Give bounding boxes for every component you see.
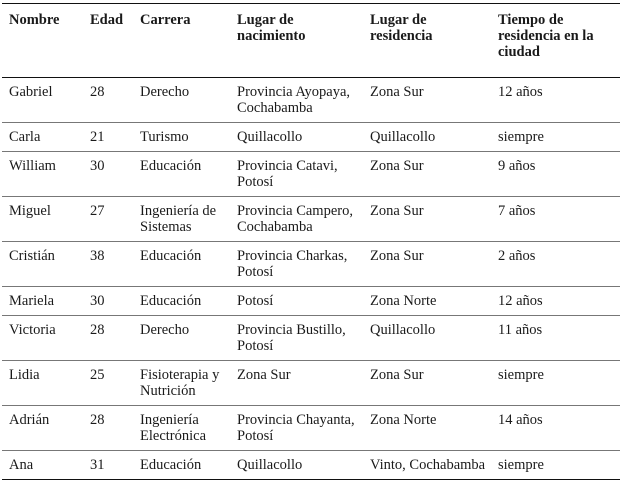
cell-edad: 30 bbox=[90, 158, 105, 174]
cell-tiempo-residencia: 11 años bbox=[498, 322, 543, 338]
table-row bbox=[2, 152, 620, 197]
cell-lugar-residencia: Vinto, Cochabamba bbox=[370, 457, 486, 473]
cell-lugar-nacimiento: Potosí bbox=[237, 293, 274, 309]
cell-lugar-nacimiento: Provincia Charkas, Potosí bbox=[237, 248, 348, 280]
participants-table-container bbox=[2, 3, 620, 480]
cell-tiempo-residencia: 9 años bbox=[498, 158, 536, 174]
cell-carrera: Derecho bbox=[140, 84, 190, 100]
cell-nombre: Victoria bbox=[9, 322, 56, 338]
cell-tiempo-residencia: siempre bbox=[498, 367, 544, 383]
cell-lugar-nacimiento: Provincia Bustillo, Potosí bbox=[237, 322, 346, 354]
cell-edad: 28 bbox=[90, 322, 105, 338]
header-edad: Edad bbox=[90, 12, 124, 28]
cell-lugar-residencia: Quillacollo bbox=[370, 322, 436, 338]
cell-tiempo-residencia: 12 años bbox=[498, 84, 543, 100]
table-row bbox=[2, 123, 620, 152]
cell-lugar-nacimiento: Quillacollo bbox=[237, 457, 303, 473]
cell-nombre: Miguel bbox=[9, 203, 51, 219]
cell-lugar-nacimiento: Provincia Ayopaya, Cochabamba bbox=[237, 84, 351, 116]
table-row bbox=[2, 361, 620, 406]
cell-tiempo-residencia: siempre bbox=[498, 457, 544, 473]
table-row bbox=[2, 316, 620, 361]
cell-carrera: Educación bbox=[140, 248, 202, 264]
cell-carrera: Turismo bbox=[140, 129, 189, 145]
table-row bbox=[2, 451, 620, 480]
cell-carrera: Derecho bbox=[140, 322, 190, 338]
cell-lugar-residencia: Zona Sur bbox=[370, 158, 424, 174]
cell-tiempo-residencia: 2 años bbox=[498, 248, 536, 264]
cell-lugar-nacimiento: Provincia Campero, Cochabamba bbox=[237, 203, 353, 235]
cell-lugar-residencia: Quillacollo bbox=[370, 129, 436, 145]
cell-nombre: William bbox=[9, 158, 56, 174]
header-nombre: Nombre bbox=[9, 12, 60, 28]
cell-lugar-residencia: Zona Sur bbox=[370, 84, 424, 100]
cell-edad: 31 bbox=[90, 457, 105, 473]
table-body bbox=[2, 78, 620, 480]
cell-nombre: Carla bbox=[9, 129, 41, 145]
cell-lugar-residencia: Zona Sur bbox=[370, 367, 424, 383]
participants-table bbox=[2, 3, 620, 480]
header-lugar-residencia: Lugar de residencia bbox=[370, 12, 433, 44]
cell-edad: 28 bbox=[90, 412, 105, 428]
cell-edad: 38 bbox=[90, 248, 105, 264]
cell-lugar-nacimiento: Quillacollo bbox=[237, 129, 303, 145]
cell-lugar-nacimiento: Zona Sur bbox=[237, 367, 291, 383]
cell-nombre: Ana bbox=[9, 457, 34, 473]
cell-carrera: Ingeniería Electrónica bbox=[140, 412, 207, 444]
cell-nombre: Gabriel bbox=[9, 84, 53, 100]
cell-lugar-residencia: Zona Norte bbox=[370, 293, 437, 309]
table-row bbox=[2, 242, 620, 287]
cell-edad: 30 bbox=[90, 293, 105, 309]
cell-lugar-nacimiento: Provincia Catavi, Potosí bbox=[237, 158, 338, 190]
cell-carrera: Ingeniería de Sistemas bbox=[140, 203, 217, 235]
cell-carrera: Fisioterapia y Nutrición bbox=[140, 367, 220, 399]
header-row bbox=[2, 4, 620, 78]
cell-nombre: Lidia bbox=[9, 367, 40, 383]
cell-tiempo-residencia: 12 años bbox=[498, 293, 543, 309]
table-header bbox=[2, 4, 620, 78]
cell-lugar-nacimiento: Provincia Chayanta, Potosí bbox=[237, 412, 355, 444]
cell-edad: 25 bbox=[90, 367, 105, 383]
cell-edad: 27 bbox=[90, 203, 105, 219]
cell-carrera: Educación bbox=[140, 293, 202, 309]
table-row bbox=[2, 406, 620, 451]
table-row bbox=[2, 287, 620, 316]
cell-tiempo-residencia: siempre bbox=[498, 129, 544, 145]
cell-lugar-residencia: Zona Sur bbox=[370, 203, 424, 219]
cell-nombre: Cristián bbox=[9, 248, 55, 264]
table-row bbox=[2, 197, 620, 242]
cell-carrera: Educación bbox=[140, 158, 202, 174]
table-row bbox=[2, 78, 620, 123]
header-tiempo-residencia: Tiempo de residencia en la ciudad bbox=[498, 12, 594, 60]
cell-lugar-residencia: Zona Sur bbox=[370, 248, 424, 264]
cell-nombre: Adrián bbox=[9, 412, 50, 428]
cell-lugar-residencia: Zona Norte bbox=[370, 412, 437, 428]
header-carrera: Carrera bbox=[140, 12, 191, 28]
cell-tiempo-residencia: 14 años bbox=[498, 412, 543, 428]
cell-edad: 21 bbox=[90, 129, 105, 145]
cell-carrera: Educación bbox=[140, 457, 202, 473]
cell-nombre: Mariela bbox=[9, 293, 55, 309]
cell-edad: 28 bbox=[90, 84, 105, 100]
cell-tiempo-residencia: 7 años bbox=[498, 203, 536, 219]
header-lugar-nacimiento: Lugar de nacimiento bbox=[237, 12, 306, 44]
